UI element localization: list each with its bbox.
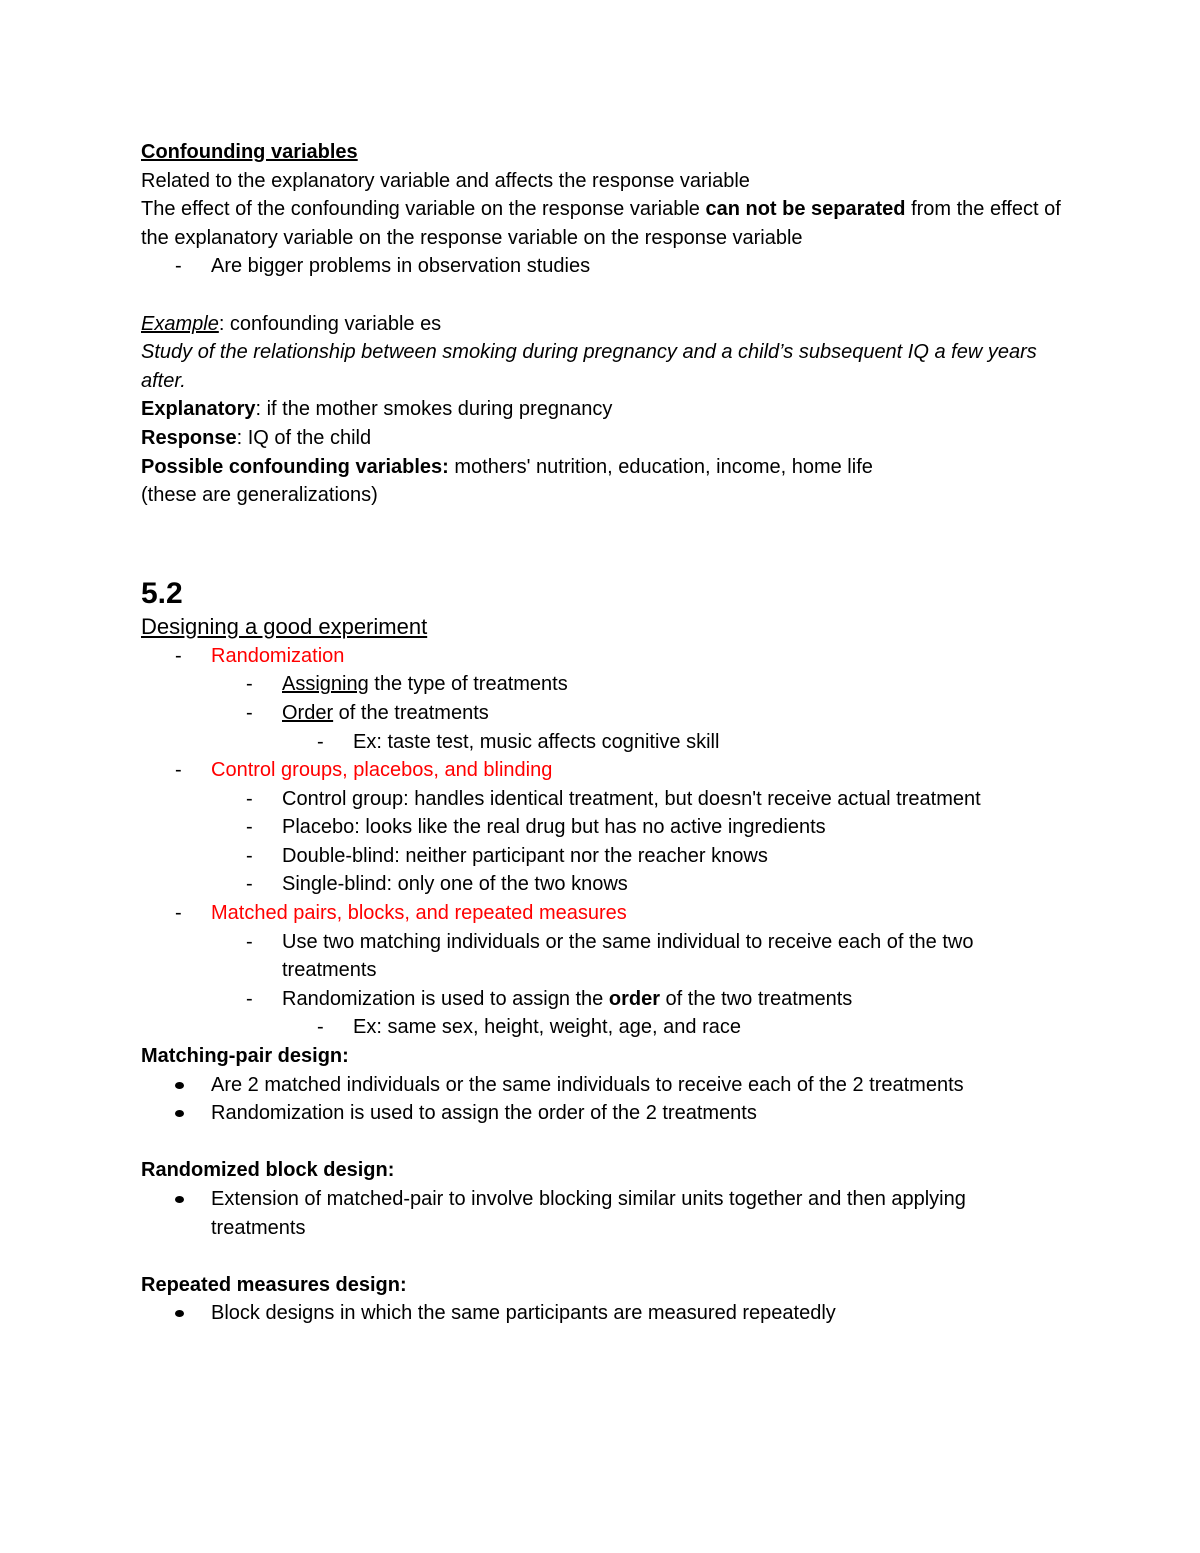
randomization-order-a: Randomization is used to assign the bbox=[282, 987, 609, 1010]
confounding-label: Possible confounding variables: bbox=[141, 455, 449, 478]
paragraph-related: Related to the explanatory variable and affects the response variable bbox=[141, 169, 750, 192]
list-item-assigning bbox=[141, 670, 1061, 699]
list-item-double-blind bbox=[141, 842, 1061, 871]
list-item-text: Control group: handles identical treatment, but doesn't receive actual treatment bbox=[282, 787, 981, 810]
confounding-text: mothers' nutrition, education, income, home life bbox=[448, 455, 873, 478]
order-underlined: Order bbox=[282, 701, 334, 724]
list-item-text: Block designs in which the same participants are measured repeatedly bbox=[211, 1302, 836, 1325]
list-item-two-matching bbox=[141, 928, 1042, 985]
dash-marker: - bbox=[246, 987, 253, 1010]
dash-marker: - bbox=[175, 644, 182, 667]
list-item-observation bbox=[141, 252, 1061, 281]
spacer bbox=[141, 281, 1061, 310]
list-item-text: Are 2 matched individuals or the same individuals to receive each of the 2 treatments bbox=[211, 1073, 964, 1096]
dash-marker: - bbox=[246, 673, 253, 696]
assigning-underlined: Assigning bbox=[282, 673, 369, 696]
list-item-matching-pair-1 bbox=[141, 1071, 1061, 1100]
explanatory-label: Explanatory bbox=[141, 398, 256, 421]
randomized-block-title: Randomized block design: bbox=[141, 1159, 395, 1182]
example-label-rest: : confounding variable es bbox=[218, 312, 442, 335]
response-text: : IQ of the child bbox=[236, 426, 372, 449]
bullet-dot bbox=[175, 1196, 184, 1203]
list-item-same-sex bbox=[141, 1013, 1061, 1042]
list-item-control-groups bbox=[141, 756, 1061, 785]
list-item-placebo bbox=[141, 813, 1061, 842]
spacer bbox=[141, 1242, 1061, 1271]
dash-marker: - bbox=[317, 730, 324, 753]
text-effect-b: from the effect of the explanatory variable on the response variable on the response variable bbox=[141, 198, 1061, 249]
list-item-matched-pairs bbox=[141, 899, 1061, 928]
spacer bbox=[141, 1128, 1061, 1157]
text-effect-a: The effect of the confounding variable on the response variable bbox=[141, 198, 706, 221]
text-effect-bold: can not be separated bbox=[705, 198, 906, 221]
section-subtitle: Designing a good experiment bbox=[141, 613, 428, 639]
bullet-dot bbox=[175, 1110, 184, 1117]
dash-marker: - bbox=[317, 1016, 324, 1039]
order-rest: of the treatments bbox=[333, 701, 489, 724]
explanatory-text: : if the mother smokes during pregnancy bbox=[255, 398, 613, 421]
list-item-text: Ex: taste test, music affects cognitive skill bbox=[353, 730, 720, 753]
list-item-control-group bbox=[141, 785, 1061, 814]
list-item-randomization bbox=[141, 642, 1061, 671]
list-item-repeated-measures-1 bbox=[141, 1299, 1061, 1328]
paragraph-effect bbox=[141, 195, 1061, 252]
list-item-text: Extension of matched-pair to involve blocking similar units together and then applying treatments bbox=[211, 1188, 966, 1239]
list-item-text: Control groups, placebos, and blinding bbox=[211, 759, 553, 782]
bullet-dot bbox=[175, 1082, 184, 1089]
example-label: Example bbox=[141, 312, 219, 335]
example-study: Study of the relationship between smoking during pregnancy and a child’s subsequent IQ a few years after. bbox=[141, 341, 1037, 392]
dash-marker: - bbox=[246, 787, 253, 810]
bullet-dot bbox=[175, 1310, 184, 1317]
section-title-confounding: Confounding variables bbox=[141, 141, 358, 163]
randomization-order-b: of the two treatments bbox=[659, 987, 853, 1010]
dash-marker: - bbox=[175, 902, 182, 925]
dash-marker: - bbox=[246, 844, 253, 867]
list-item-text: Randomization is used to assign the order of the 2 treatments bbox=[211, 1102, 757, 1125]
document-page bbox=[141, 138, 1061, 1328]
list-item-single-blind bbox=[141, 870, 1061, 899]
list-item-text: Double-blind: neither participant nor the reacher knows bbox=[282, 844, 768, 867]
list-item-text: Matched pairs, blocks, and repeated measures bbox=[211, 902, 627, 925]
list-item-randomized-block-1 bbox=[141, 1185, 1041, 1242]
response-label: Response bbox=[141, 426, 237, 449]
list-item-text: Randomization bbox=[211, 644, 345, 667]
dash-marker: - bbox=[246, 873, 253, 896]
spacer bbox=[141, 510, 1061, 574]
list-item-text: Are bigger problems in observation studies bbox=[211, 255, 591, 278]
matching-pair-title: Matching-pair design: bbox=[141, 1045, 349, 1068]
list-item-matching-pair-2 bbox=[141, 1099, 1061, 1128]
list-item-text: Placebo: looks like the real drug but has no active ingredients bbox=[282, 816, 826, 839]
example-explanatory bbox=[141, 395, 1061, 424]
list-item-text: Ex: same sex, height, weight, age, and race bbox=[353, 1016, 741, 1039]
dash-marker: - bbox=[246, 930, 253, 953]
dash-marker: - bbox=[175, 255, 182, 278]
section-number: 5.2 bbox=[141, 576, 183, 610]
list-item-randomization-order bbox=[141, 985, 1061, 1014]
randomization-order-bold: order bbox=[608, 987, 660, 1010]
list-item-text: Single-blind: only one of the two knows bbox=[282, 873, 628, 896]
dash-marker: - bbox=[175, 759, 182, 782]
dash-marker: - bbox=[246, 816, 253, 839]
dash-marker: - bbox=[246, 701, 253, 724]
example-response bbox=[141, 424, 1061, 453]
repeated-measures-title: Repeated measures design: bbox=[141, 1273, 407, 1296]
example-confounding bbox=[141, 453, 1061, 482]
list-item-order bbox=[141, 699, 1061, 728]
list-item-taste-test bbox=[141, 728, 1061, 757]
example-heading bbox=[141, 310, 1061, 339]
example-note: (these are generalizations) bbox=[141, 484, 378, 507]
assigning-rest: the type of treatments bbox=[368, 673, 568, 696]
list-item-text: Use two matching individuals or the same individual to receive each of the two treatments bbox=[282, 930, 974, 982]
